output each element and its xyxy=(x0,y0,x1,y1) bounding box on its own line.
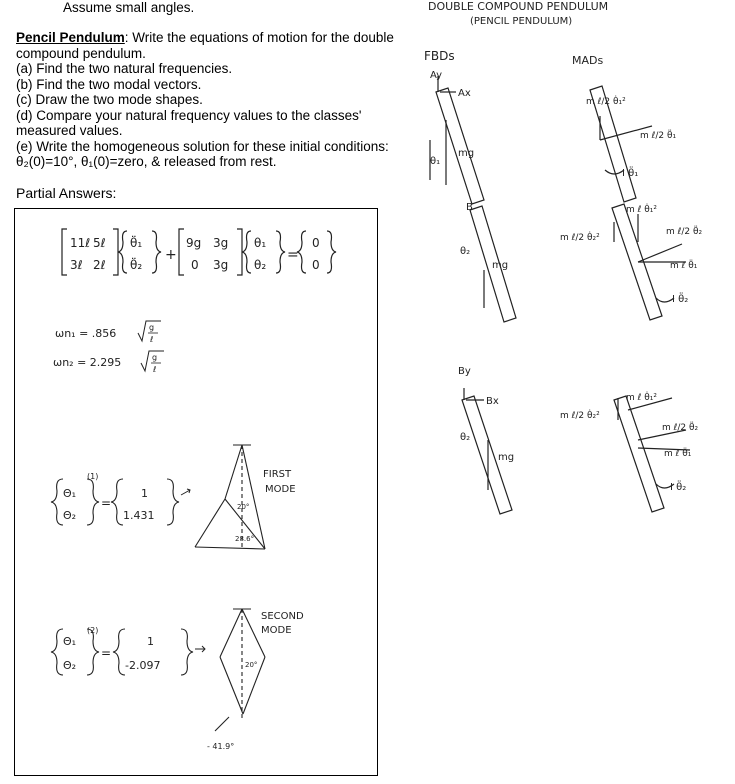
wn2-sqrt-l: ℓ xyxy=(153,365,157,374)
equals-sign: = xyxy=(287,247,299,263)
mad3-c2: m ℓ θ̇₁² xyxy=(626,393,657,403)
disp-vector-brace-right xyxy=(276,231,285,273)
mode1-brace-right xyxy=(87,479,99,525)
mode1-label-2: MODE xyxy=(265,484,296,495)
problem-statement xyxy=(16,30,396,170)
problem-item-d-cont: measured values. xyxy=(16,123,123,138)
mode2-value-brace-left xyxy=(113,629,125,675)
zero-bot: 0 xyxy=(312,258,320,272)
mode1-shape xyxy=(195,445,265,549)
stiff-r2c1: 0 xyxy=(191,258,199,272)
fbd1-ax: Ax xyxy=(458,88,471,99)
mad3-body xyxy=(614,396,664,512)
mode1-theta2: Θ₂ xyxy=(63,509,77,522)
mode2-equals: = xyxy=(101,646,112,660)
mad2-t2: m ℓ θ̈₁ xyxy=(670,261,698,271)
mode1-angle-large: 28.6° xyxy=(235,535,255,543)
accel-vector-brace-right xyxy=(152,231,161,273)
stiff-matrix-bracket-right xyxy=(237,229,242,275)
accel-bot: θ̈₂ xyxy=(130,258,143,272)
mads-label: MADs xyxy=(572,54,604,67)
mode1-equals: = xyxy=(101,496,112,510)
fbd3-by: By xyxy=(458,366,471,377)
mad3-inertia: I θ̈₂ xyxy=(670,482,687,493)
mad3-t2: m ℓ θ̈₁ xyxy=(664,449,692,459)
stiff-r1c1: 9g xyxy=(186,236,202,250)
wn2-label: ωn₂ = 2.295 xyxy=(53,356,122,369)
right-header-1: DOUBLE COMPOUND PENDULUM xyxy=(428,0,609,13)
problem-item-d: (d) Compare your natural frequency values to the classes' xyxy=(16,107,362,123)
fbd1-b: B xyxy=(466,202,473,213)
mode1-value-brace-right xyxy=(167,479,179,525)
mass-r1c1: 11ℓ xyxy=(70,236,91,250)
mass-matrix-bracket-right xyxy=(113,229,118,275)
mode1-link2 xyxy=(195,499,225,547)
answers-sketch xyxy=(15,209,379,777)
mode2-theta1: Θ₁ xyxy=(63,635,77,648)
mad1-centripetal: m ℓ/2 θ̇₁² xyxy=(586,97,626,107)
disp-bot: θ₂ xyxy=(254,258,267,272)
fbd1-theta: θ₁ xyxy=(430,156,441,167)
mode1-v1: 1 xyxy=(141,487,148,500)
problem-intro-2: compound pendulum. xyxy=(16,45,146,61)
mode2-link2 xyxy=(220,657,243,714)
problem-item-e: (e) Write the homogeneous solution for these initial conditions: xyxy=(16,138,389,154)
problem-heading xyxy=(16,30,396,46)
mad3-c1: m ℓ/2 θ̇₂² xyxy=(560,411,600,421)
mode2-value-brace-right xyxy=(181,629,193,675)
stiff-r1c2: 3g xyxy=(213,236,229,250)
mass-r2c1: 3ℓ xyxy=(70,258,83,272)
mode2-brace-right xyxy=(87,629,99,675)
mad2-c1: m ℓ/2 θ̇₂² xyxy=(560,233,600,243)
problem-item-e-cont: θ₂(0)=10°, θ₁(0)=zero, & released from rest. xyxy=(16,154,277,169)
wn1-sqrt-l: ℓ xyxy=(150,335,154,344)
problem-item-a: (a) Find the two natural frequencies. xyxy=(16,61,233,76)
fbd1-mg: mg xyxy=(458,148,475,159)
mode1-v2: 1.431 xyxy=(123,509,155,522)
accel-top: θ̈₁ xyxy=(130,236,143,250)
mode1-theta1: Θ₁ xyxy=(63,487,77,500)
mad1-tangential: m ℓ/2 θ̈₁ xyxy=(640,131,677,141)
disp-vector-brace-left xyxy=(242,231,251,273)
problem-item-c: (c) Draw the two mode shapes. xyxy=(16,92,203,107)
problem-intro: : Write the equations of motion for the double xyxy=(124,30,394,45)
mad3-t1: m ℓ/2 θ̈₂ xyxy=(662,423,699,433)
problem-item-b: (b) Find the two modal vectors. xyxy=(16,76,202,92)
mode2-label-1: SECOND xyxy=(261,611,304,622)
mode2-v1: 1 xyxy=(147,635,154,648)
right-header-2: (PENCIL PENDULUM) xyxy=(470,16,573,27)
assumption-text: Assume small angles. xyxy=(63,0,195,15)
partial-answers-label: Partial Answers: xyxy=(16,185,117,201)
fbd3-theta: θ₂ xyxy=(460,432,471,443)
mode1-label-1: FIRST xyxy=(263,469,292,480)
mass-r2c2: 2ℓ xyxy=(93,258,106,272)
fbd3-bx: Bx xyxy=(486,396,499,407)
problem-title: Pencil Pendulum xyxy=(16,30,125,45)
fbd-mad-sketch xyxy=(400,0,735,784)
mode1-angle-small: 20° xyxy=(237,503,250,511)
plus-sign: + xyxy=(165,247,177,263)
fbd1-body xyxy=(436,88,484,204)
stiff-r2c2: 3g xyxy=(213,258,229,272)
wn2-sqrt-g: g xyxy=(152,353,158,362)
mode1-value-brace-left xyxy=(111,479,123,525)
answers-box xyxy=(14,208,378,776)
mode1-outline xyxy=(242,445,265,549)
mass-r1c2: 5ℓ xyxy=(93,236,106,250)
fbd2-mg: mg xyxy=(492,260,509,271)
fbd3-mg: mg xyxy=(498,452,515,463)
mode2-label-2: MODE xyxy=(261,625,292,636)
mode2-link1 xyxy=(220,609,242,657)
mode2-arrow xyxy=(195,646,205,652)
mad2-t1-arrow xyxy=(638,244,682,262)
wn1-sqrt-g: g xyxy=(149,323,155,332)
accel-vector-brace-left xyxy=(118,231,127,273)
mad2-t1: m ℓ/2 θ̈₂ xyxy=(666,227,703,237)
zero-vector-brace-right xyxy=(327,231,336,273)
mass-matrix-bracket-left xyxy=(62,229,67,275)
stiff-matrix-bracket-left xyxy=(179,229,184,275)
mode2-brace-left xyxy=(51,629,63,675)
fbds-label: FBDs xyxy=(424,49,455,63)
mode2-theta2: Θ₂ xyxy=(63,659,77,672)
mode2-angle-small: 20° xyxy=(245,661,258,669)
mode2-v2: -2.097 xyxy=(125,659,161,672)
mode1-arrow xyxy=(181,489,190,495)
mad2-c2: m ℓ θ̇₁² xyxy=(626,205,657,215)
zero-top: 0 xyxy=(312,236,320,250)
mode1-brace-left xyxy=(51,479,63,525)
fbd1-ay: Ay xyxy=(430,70,443,81)
mode2-sup: (2) xyxy=(87,626,99,635)
mode2-angle-large: - 41.9° xyxy=(207,742,235,751)
mode1-sup: (1) xyxy=(87,472,99,481)
mad2-inertia: I θ̈₂ xyxy=(672,294,689,305)
mode2-angle-arrow xyxy=(215,717,229,731)
fbd2-theta: θ₂ xyxy=(460,246,471,257)
mad1-inertia: I θ̈₁ xyxy=(622,168,639,179)
disp-top: θ₁ xyxy=(254,236,267,250)
mode2-shape xyxy=(215,609,265,731)
mode1-link1 xyxy=(225,445,242,499)
wn1-label: ωn₁ = .856 xyxy=(55,327,117,340)
